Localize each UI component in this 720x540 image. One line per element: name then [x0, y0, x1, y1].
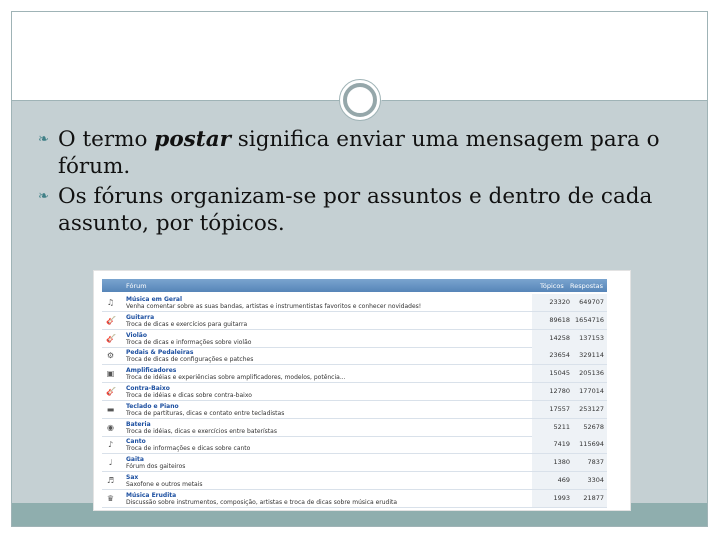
- topic-count: 17557: [549, 404, 570, 413]
- bullet-text-end: significa enviar uma mensagem para o fórum.: [58, 127, 660, 179]
- forum-description: Troca de dicas e exercícios para guitarra: [126, 320, 248, 328]
- reply-count: 3304: [587, 476, 604, 484]
- forum-description: Fórum dos gaiteiros: [126, 463, 186, 471]
- forum-description: Troca de partituras, dicas e contato entre tecladistas: [126, 409, 285, 417]
- forum-description: Troca de idéias e experiências sobre amplificadores, modelos, potência...: [126, 374, 346, 382]
- forum-title-link[interactable]: Música Erudita: [126, 491, 177, 499]
- forum-row[interactable]: [102, 365, 607, 383]
- leaf-bullet-icon: ❧: [38, 132, 49, 147]
- forum-description: Troca de idéias e dicas sobre contra-baixo: [126, 392, 252, 399]
- topic-count: 23320: [549, 298, 570, 306]
- reply-count: 205136: [579, 369, 604, 378]
- forum-category-icon: ♪: [107, 440, 114, 450]
- reply-count: 329114: [579, 351, 604, 360]
- forum-row[interactable]: [102, 330, 607, 348]
- forum-description: Saxofone e outros metais: [126, 481, 203, 488]
- bullet-emphasis: postar: [154, 127, 231, 152]
- reply-count: 1654716: [575, 315, 604, 324]
- forum-title-link[interactable]: Pedais & Pedaleiras: [126, 349, 194, 357]
- topic-count: 5211: [553, 422, 570, 431]
- forum-table-header: [102, 279, 607, 292]
- bullet-item-posting: [38, 126, 668, 180]
- forum-row[interactable]: [102, 490, 607, 508]
- forum-row[interactable]: [102, 401, 607, 419]
- forum-category-icon: ♫: [106, 298, 115, 307]
- forum-category-icon: 🎸: [106, 333, 116, 343]
- topic-count: 14258: [549, 333, 570, 342]
- bullet-text-start: O termo: [58, 127, 155, 152]
- forum-row[interactable]: [102, 383, 607, 401]
- forum-category-icon: 🎸: [106, 387, 116, 396]
- forum-category-icon: ♩: [108, 458, 113, 468]
- forum-description: Discussão sobre instrumentos, composição, artistas e troca de dicas sobre música erudita: [126, 498, 398, 506]
- forum-screenshot: [93, 270, 631, 511]
- forum-title-link[interactable]: Amplificadores: [126, 367, 177, 375]
- forum-title-link[interactable]: Música em Geral: [126, 296, 183, 303]
- forum-category-icon: ▬: [106, 404, 115, 414]
- reply-count: 137153: [579, 333, 604, 342]
- divider-line-right: [382, 100, 707, 101]
- bullet-item-organization: [38, 183, 668, 237]
- forum-row[interactable]: [102, 472, 607, 490]
- circle-ornament-icon: [339, 79, 381, 121]
- forum-title-link[interactable]: Gaita: [126, 456, 144, 464]
- forum-row[interactable]: [102, 347, 607, 365]
- forum-category-icon: ◉: [107, 422, 114, 432]
- forum-category-icon: ♬: [106, 476, 115, 485]
- topic-count: 7419: [553, 440, 570, 449]
- forum-title-link[interactable]: Contra-Baixo: [126, 385, 170, 392]
- forum-title-link[interactable]: Violão: [126, 331, 147, 339]
- forum-row[interactable]: [102, 419, 607, 437]
- forum-row[interactable]: [102, 294, 607, 312]
- forum-description: Venha comentar sobre as suas bandas, artistas e instrumentistas favoritos e conhecer novidades!: [126, 303, 422, 310]
- leaf-bullet-icon: ❧: [38, 189, 49, 204]
- forum-description: Troca de idéias, dicas e exercícios entre baterístas: [126, 427, 277, 435]
- forum-description: Troca de dicas de configurações e patches: [126, 356, 254, 364]
- header-forum: Fórum: [126, 282, 147, 290]
- reply-count: 21877: [583, 493, 604, 502]
- forum-title-link[interactable]: Teclado e Piano: [126, 402, 179, 410]
- forum-title-link[interactable]: Canto: [126, 438, 146, 446]
- forum-category-icon: 🎸: [106, 315, 116, 325]
- bullet-text: Os fóruns organizam-se por assuntos e dentro de cada assunto, por tópicos.: [58, 184, 653, 236]
- header-replies: Respostas: [570, 282, 604, 290]
- topic-count: 15045: [549, 369, 570, 378]
- reply-count: 52678: [583, 422, 604, 431]
- reply-count: 115694: [579, 440, 604, 449]
- divider-line-left: [12, 100, 340, 101]
- topic-count: 23654: [549, 351, 570, 360]
- bullet-list: [38, 126, 668, 240]
- reply-count: 7837: [587, 458, 604, 467]
- forum-description: Troca de dicas e informações sobre violão: [126, 338, 252, 346]
- reply-count: 177014: [579, 387, 604, 395]
- forum-title-link[interactable]: Bateria: [126, 420, 151, 428]
- header-topics: Tópicos: [540, 282, 564, 290]
- forum-title-link[interactable]: Guitarra: [126, 313, 155, 321]
- topic-count: 89618: [549, 315, 570, 324]
- forum-category-icon: ⚙: [106, 351, 115, 361]
- forum-category-icon: ♛: [106, 493, 115, 503]
- reply-count: 649707: [579, 298, 604, 306]
- forum-row[interactable]: [102, 312, 607, 330]
- topic-count: 1380: [553, 458, 570, 467]
- forum-row[interactable]: [102, 436, 607, 454]
- topic-count: 12780: [549, 387, 570, 395]
- topic-count: 469: [557, 476, 570, 484]
- topic-count: 1993: [553, 493, 570, 502]
- forum-title-link[interactable]: Sax: [126, 474, 139, 481]
- reply-count: 253127: [579, 404, 604, 413]
- forum-category-icon: ▣: [106, 369, 115, 379]
- forum-row[interactable]: [102, 454, 607, 472]
- forum-description: Troca de informações e dicas sobre canto: [126, 445, 251, 453]
